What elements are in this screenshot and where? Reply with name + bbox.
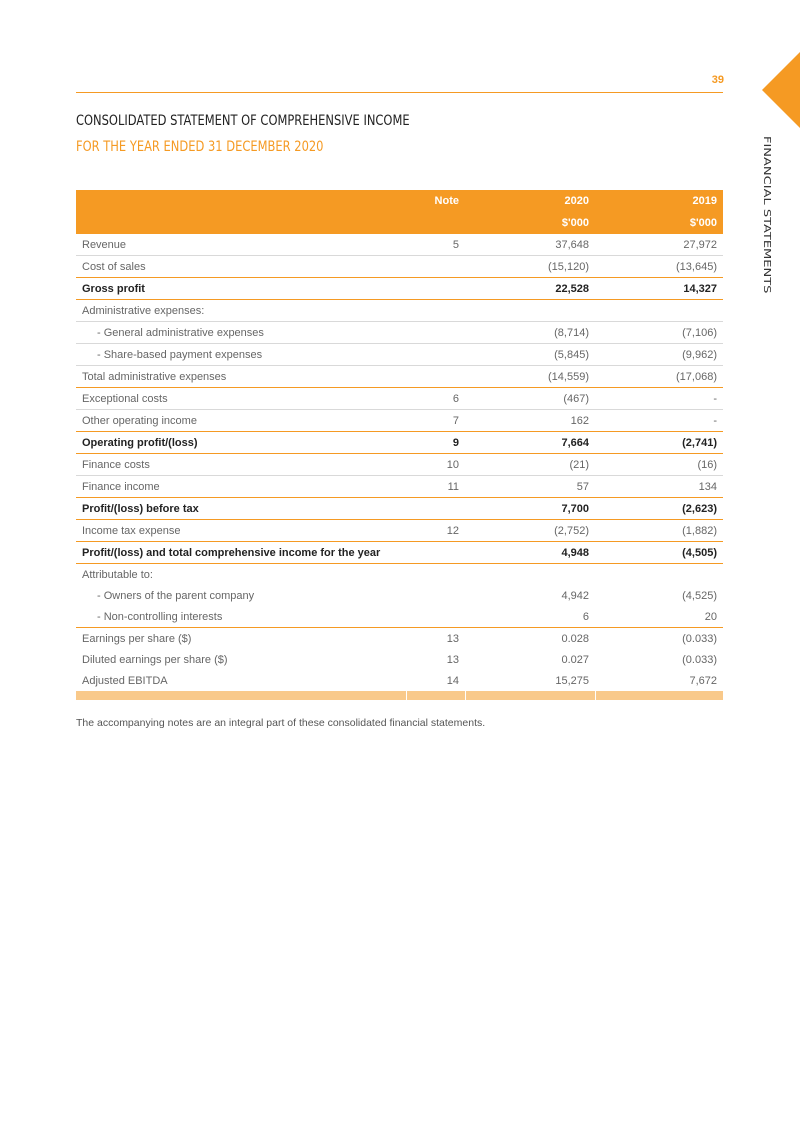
row-value-2019: (13,645) [595, 256, 723, 278]
row-label: Other operating income [76, 410, 406, 432]
table-row-subtotal [76, 432, 723, 454]
units-2020: $'000 [561, 217, 589, 229]
table-row [76, 520, 723, 542]
row-label: Operating profit/(loss) [76, 432, 406, 454]
row-label: Finance income [76, 476, 406, 498]
row-value-2020: (14,559) [465, 366, 595, 388]
row-note [406, 344, 465, 366]
row-value-2020: (21) [465, 454, 595, 476]
row-value-2020: 57 [465, 476, 595, 498]
table-header-row [76, 190, 723, 212]
row-value-2019: 14,327 [595, 278, 723, 300]
table-row [76, 476, 723, 498]
table-row [76, 300, 723, 322]
row-label: Adjusted EBITDA [82, 674, 168, 687]
row-label: Profit/(loss) and total comprehensive income for the year [76, 542, 406, 564]
row-value-2020: 4,948 [465, 542, 595, 564]
table-row [76, 454, 723, 476]
statement-title: CONSOLIDATED STATEMENT OF COMPREHENSIVE INCOME [76, 113, 410, 129]
row-value-2019: (2,623) [595, 498, 723, 520]
row-label: - Non-controlling interests [76, 606, 406, 628]
table-row [76, 322, 723, 344]
row-note [406, 256, 465, 278]
table-row-subtotal [76, 498, 723, 520]
row-label: Gross profit [76, 278, 406, 300]
row-note [406, 322, 465, 344]
row-value-2019 [595, 300, 723, 322]
row-value-2019: (1,882) [595, 520, 723, 542]
row-value-2020: (467) [465, 388, 595, 410]
table-row [76, 585, 723, 606]
row-value-2019: 7,672 [689, 674, 717, 687]
row-value-2019: (7,106) [595, 322, 723, 344]
row-value-2020: (2,752) [465, 520, 595, 542]
table-row [76, 410, 723, 432]
row-label: - Share-based payment expenses [76, 344, 406, 366]
table-row [76, 628, 723, 650]
row-value-2020 [465, 564, 595, 586]
row-note: 14 [446, 674, 459, 687]
row-value-2020: 4,942 [561, 589, 589, 602]
row-label: Administrative expenses: [76, 300, 406, 322]
label-column-header [76, 190, 406, 212]
row-note: 11 [406, 476, 465, 498]
table-row [76, 670, 723, 691]
row-label: Exceptional costs [76, 388, 406, 410]
table-row [76, 256, 723, 278]
row-value-2020: (8,714) [465, 322, 595, 344]
row-note [406, 366, 465, 388]
table-row [76, 564, 723, 586]
year-2019-column-header: 2019 [692, 195, 717, 207]
row-value-2020: (15,120) [465, 256, 595, 278]
row-note [406, 585, 465, 606]
row-value-2019: 27,972 [595, 234, 723, 256]
row-value-2019: (4,505) [595, 542, 723, 564]
row-value-2020: (5,845) [465, 344, 595, 366]
page-number: 39 [711, 74, 724, 86]
row-label: Total administrative expenses [76, 366, 406, 388]
row-note: 12 [406, 520, 465, 542]
row-value-2020: 15,275 [555, 674, 589, 687]
row-note: 6 [406, 388, 465, 410]
row-value-2020: 22,528 [465, 278, 595, 300]
row-label: - General administrative expenses [76, 322, 406, 344]
row-note: 13 [446, 653, 459, 666]
row-value-2019: 134 [595, 476, 723, 498]
row-value-2019: (2,741) [595, 432, 723, 454]
row-value-2020: 7,700 [465, 498, 595, 520]
row-note: 10 [406, 454, 465, 476]
row-value-2020: 37,648 [465, 234, 595, 256]
row-value-2019: (17,068) [595, 366, 723, 388]
row-label: Income tax expense [76, 520, 406, 542]
row-note [406, 300, 465, 322]
row-note: 9 [406, 432, 465, 454]
row-note: 5 [406, 234, 465, 256]
row-value-2019: - [595, 388, 723, 410]
row-label: Attributable to: [82, 568, 153, 581]
table-row-total [76, 542, 723, 564]
row-value-2019: (16) [595, 454, 723, 476]
row-value-2019: - [595, 410, 723, 432]
table-units-row [76, 212, 723, 234]
row-note [406, 606, 465, 628]
table-row [76, 606, 723, 628]
year-2020-column-header: 2020 [564, 195, 589, 207]
corner-tab-marker [762, 52, 800, 128]
row-value-2019: (4,525) [682, 589, 717, 602]
row-value-2019: 20 [595, 606, 723, 628]
row-label: Finance costs [76, 454, 406, 476]
row-value-2019: (0.033) [682, 632, 717, 645]
header-rule [76, 92, 723, 93]
table-row [76, 366, 723, 388]
row-label: - Owners of the parent company [97, 589, 255, 602]
row-value-2020: 0.027 [561, 653, 589, 666]
row-value-2020 [465, 300, 595, 322]
row-label: Diluted earnings per share ($) [82, 653, 228, 666]
footnote: The accompanying notes are an integral part of these consolidated financial statements. [76, 717, 486, 729]
section-side-title: FINANCIAL STATEMENTS [760, 136, 773, 294]
row-value-2019: (9,962) [595, 344, 723, 366]
row-value-2020: 7,664 [465, 432, 595, 454]
row-label: Revenue [76, 234, 406, 256]
row-note [406, 564, 465, 586]
row-note [406, 498, 465, 520]
table-row [76, 388, 723, 410]
row-note: 7 [406, 410, 465, 432]
row-label: Profit/(loss) before tax [76, 498, 406, 520]
table-row [76, 234, 723, 256]
table-row [76, 649, 723, 670]
row-label: Earnings per share ($) [82, 632, 192, 645]
row-note [406, 278, 465, 300]
table-row [76, 344, 723, 366]
table-footer-band [76, 691, 723, 700]
row-note [406, 542, 465, 564]
row-note: 13 [446, 632, 459, 645]
row-value-2020: 162 [465, 410, 595, 432]
statement-subtitle: FOR THE YEAR ENDED 31 DECEMBER 2020 [76, 139, 324, 155]
row-value-2019 [595, 564, 723, 586]
row-value-2020: 0.028 [561, 632, 589, 645]
row-value-2019: (0.033) [682, 653, 717, 666]
row-value-2020: 6 [465, 606, 595, 628]
units-2019: $'000 [689, 217, 717, 229]
note-column-header: Note [434, 195, 459, 207]
row-label: Cost of sales [76, 256, 406, 278]
income-statement-table [76, 190, 724, 700]
table-row-subtotal [76, 278, 723, 300]
